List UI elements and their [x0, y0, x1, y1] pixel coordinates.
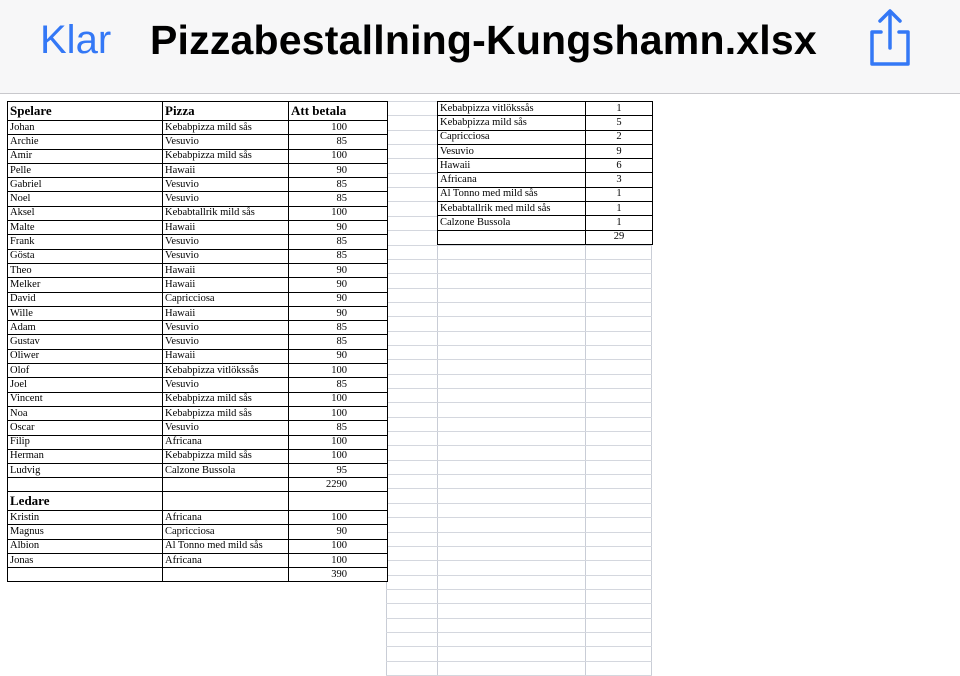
- table-row: [8, 378, 388, 392]
- price-cell[interactable]: 100: [289, 364, 388, 378]
- price-cell[interactable]: 90: [289, 349, 388, 363]
- table-row: [8, 406, 388, 420]
- player-name-cell[interactable]: Oliwer: [8, 349, 163, 363]
- pizza-type-cell[interactable]: Al Tonno med mild sås: [438, 187, 586, 201]
- count-cell[interactable]: 2: [586, 130, 653, 144]
- pizza-cell[interactable]: Kebabpizza mild sås: [163, 449, 289, 463]
- table-row: [438, 130, 653, 144]
- player-name-cell[interactable]: Oscar: [8, 421, 163, 435]
- count-cell[interactable]: 1: [586, 102, 653, 116]
- table-row: [8, 511, 388, 525]
- grid-line: [386, 474, 652, 475]
- pizza-cell[interactable]: Vesuvio: [163, 235, 289, 249]
- share-button[interactable]: [864, 8, 916, 68]
- player-name-cell[interactable]: Noel: [8, 192, 163, 206]
- leaders-table: [7, 491, 388, 582]
- pizza-type-cell[interactable]: Calzone Bussola: [438, 216, 586, 230]
- pizza-cell[interactable]: Kebabpizza mild sås: [163, 406, 289, 420]
- table-row: [8, 553, 388, 567]
- player-name-cell[interactable]: Olof: [8, 364, 163, 378]
- grid-line: [386, 316, 652, 317]
- grid-line: [386, 517, 652, 518]
- column-header-att-betala[interactable]: Att betala: [289, 102, 388, 121]
- player-name-cell[interactable]: Noa: [8, 406, 163, 420]
- grid-line: [386, 359, 652, 360]
- grid-line: [386, 273, 652, 274]
- pizza-type-cell[interactable]: Kebabpizza vitlökssås: [438, 102, 586, 116]
- price-cell[interactable]: 90: [289, 292, 388, 306]
- price-cell[interactable]: 100: [289, 449, 388, 463]
- player-name-cell[interactable]: Gustav: [8, 335, 163, 349]
- column-header-spelare[interactable]: Spelare: [8, 102, 163, 121]
- count-cell[interactable]: 9: [586, 144, 653, 158]
- pizza-cell[interactable]: Kebabtallrik mild sås: [163, 206, 289, 220]
- empty-cell[interactable]: [438, 230, 586, 244]
- price-cell[interactable]: 85: [289, 135, 388, 149]
- table-row: [438, 173, 653, 187]
- price-cell[interactable]: 100: [289, 121, 388, 135]
- player-name-cell[interactable]: Ludvig: [8, 464, 163, 478]
- grid-line: [386, 417, 652, 418]
- table-row: [8, 435, 388, 449]
- pizza-cell[interactable]: Africana: [163, 553, 289, 567]
- share-icon: [864, 8, 916, 68]
- pizza-cell[interactable]: Capricciosa: [163, 525, 289, 539]
- back-button[interactable]: Klar: [40, 18, 112, 62]
- pizza-cell[interactable]: Capricciosa: [163, 292, 289, 306]
- pizza-cell[interactable]: Calzone Bussola: [163, 464, 289, 478]
- grid-line: [386, 302, 652, 303]
- table-row: [8, 135, 388, 149]
- table-row: [8, 392, 388, 406]
- table-row: [438, 216, 653, 230]
- grid-line: [386, 632, 652, 633]
- empty-cell[interactable]: [163, 568, 289, 582]
- pizza-type-cell[interactable]: Capricciosa: [438, 130, 586, 144]
- spreadsheet-view[interactable]: [0, 94, 960, 601]
- player-name-cell[interactable]: Theo: [8, 263, 163, 277]
- count-cell[interactable]: 1: [586, 202, 653, 216]
- pizza-type-cell[interactable]: Kebabpizza mild sås: [438, 116, 586, 130]
- pizza-cell[interactable]: Kebabpizza mild sås: [163, 121, 289, 135]
- pizza-type-cell[interactable]: Kebabtallrik med mild sås: [438, 202, 586, 216]
- pizza-cell[interactable]: Vesuvio: [163, 178, 289, 192]
- table-row: [8, 149, 388, 163]
- grid-line: [386, 589, 652, 590]
- table-row: [8, 421, 388, 435]
- price-cell[interactable]: 90: [289, 525, 388, 539]
- grid-line: [386, 532, 652, 533]
- table-row: [8, 306, 388, 320]
- pizza-cell[interactable]: Africana: [163, 511, 289, 525]
- price-cell[interactable]: 85: [289, 249, 388, 263]
- grid-line: [386, 560, 652, 561]
- price-cell[interactable]: 100: [289, 511, 388, 525]
- price-cell[interactable]: 85: [289, 378, 388, 392]
- pizza-cell[interactable]: Vesuvio: [163, 135, 289, 149]
- table-row: [8, 464, 388, 478]
- price-cell[interactable]: 85: [289, 321, 388, 335]
- price-cell[interactable]: 100: [289, 206, 388, 220]
- leader-name-cell[interactable]: Kristin: [8, 511, 163, 525]
- price-cell[interactable]: 100: [289, 149, 388, 163]
- grid-line: [386, 331, 652, 332]
- price-cell[interactable]: 100: [289, 392, 388, 406]
- price-cell[interactable]: 95: [289, 464, 388, 478]
- player-name-cell[interactable]: Amir: [8, 149, 163, 163]
- player-name-cell[interactable]: Gabriel: [8, 178, 163, 192]
- pizza-cell[interactable]: Hawaii: [163, 349, 289, 363]
- price-cell[interactable]: 90: [289, 306, 388, 320]
- pizza-cell[interactable]: Hawaii: [163, 163, 289, 177]
- total-count-cell[interactable]: 29: [586, 230, 653, 244]
- player-name-cell[interactable]: Vincent: [8, 392, 163, 406]
- price-cell[interactable]: 85: [289, 235, 388, 249]
- table-row: [8, 206, 388, 220]
- price-cell[interactable]: 85: [289, 178, 388, 192]
- grid-line: [386, 460, 652, 461]
- player-name-cell[interactable]: Filip: [8, 435, 163, 449]
- leaders-header[interactable]: Ledare: [8, 492, 163, 511]
- total-row: [438, 230, 653, 244]
- table-row: [8, 349, 388, 363]
- total-cell[interactable]: 390: [289, 568, 388, 582]
- price-cell[interactable]: 90: [289, 221, 388, 235]
- grid-line: [386, 388, 652, 389]
- pizza-cell[interactable]: Vesuvio: [163, 321, 289, 335]
- table-row: [438, 159, 653, 173]
- player-name-cell[interactable]: Melker: [8, 278, 163, 292]
- pizza-cell[interactable]: Africana: [163, 435, 289, 449]
- grid-line: [386, 546, 652, 547]
- grid-line: [386, 488, 652, 489]
- table-row: [8, 235, 388, 249]
- price-cell[interactable]: 85: [289, 192, 388, 206]
- grid-line: [386, 345, 652, 346]
- player-name-cell[interactable]: Wille: [8, 306, 163, 320]
- grid-line: [386, 503, 652, 504]
- pizza-type-cell[interactable]: Africana: [438, 173, 586, 187]
- table-row: [8, 163, 388, 177]
- pizza-cell[interactable]: Vesuvio: [163, 421, 289, 435]
- table-row: [8, 525, 388, 539]
- grid-line: [386, 402, 652, 403]
- pizza-cell[interactable]: Kebabpizza vitlökssås: [163, 364, 289, 378]
- player-name-cell[interactable]: Joel: [8, 378, 163, 392]
- grid-line: [386, 259, 652, 260]
- table-row: [8, 263, 388, 277]
- leader-name-cell[interactable]: Jonas: [8, 553, 163, 567]
- price-cell[interactable]: 85: [289, 335, 388, 349]
- table-row: [8, 364, 388, 378]
- player-name-cell[interactable]: Pelle: [8, 163, 163, 177]
- table-row: [8, 449, 388, 463]
- table-row: [438, 202, 653, 216]
- leader-name-cell[interactable]: Albion: [8, 539, 163, 553]
- empty-cell[interactable]: [289, 492, 388, 511]
- header-row: [8, 102, 388, 121]
- document-title: Pizzabestallning-Kungshamn.xlsx: [150, 17, 817, 63]
- table-row: [438, 102, 653, 116]
- grid-line: [386, 431, 652, 432]
- total-row: [8, 568, 388, 582]
- grid-line: [386, 618, 652, 619]
- header-row: [8, 492, 388, 511]
- price-cell[interactable]: 85: [289, 421, 388, 435]
- count-cell[interactable]: 1: [586, 187, 653, 201]
- grid-line: [386, 646, 652, 647]
- table-row: [438, 144, 653, 158]
- navigation-bar: [0, 0, 960, 94]
- table-row: [8, 292, 388, 306]
- pizza-cell[interactable]: Al Tonno med mild sås: [163, 539, 289, 553]
- table-row: [8, 192, 388, 206]
- pizza-cell[interactable]: Hawaii: [163, 278, 289, 292]
- empty-cell[interactable]: [163, 492, 289, 511]
- price-cell[interactable]: 90: [289, 263, 388, 277]
- column-header-pizza[interactable]: Pizza: [163, 102, 289, 121]
- player-name-cell[interactable]: David: [8, 292, 163, 306]
- player-name-cell[interactable]: Aksel: [8, 206, 163, 220]
- count-cell[interactable]: 6: [586, 159, 653, 173]
- player-name-cell[interactable]: Gösta: [8, 249, 163, 263]
- table-row: [8, 321, 388, 335]
- grid-line: [386, 575, 652, 576]
- table-row: [8, 278, 388, 292]
- player-name-cell[interactable]: Archie: [8, 135, 163, 149]
- player-name-cell[interactable]: Malte: [8, 221, 163, 235]
- player-name-cell[interactable]: Johan: [8, 121, 163, 135]
- grid-line: [386, 603, 652, 604]
- pizza-cell[interactable]: Hawaii: [163, 221, 289, 235]
- pizza-cell[interactable]: Vesuvio: [163, 378, 289, 392]
- pizza-cell[interactable]: Vesuvio: [163, 192, 289, 206]
- price-cell[interactable]: 90: [289, 163, 388, 177]
- price-cell[interactable]: 100: [289, 406, 388, 420]
- pizza-type-cell[interactable]: Hawaii: [438, 159, 586, 173]
- grid-line: [386, 661, 652, 662]
- total-cell[interactable]: 2290: [289, 478, 388, 492]
- player-name-cell[interactable]: Herman: [8, 449, 163, 463]
- pizza-cell[interactable]: Kebabpizza mild sås: [163, 392, 289, 406]
- price-cell[interactable]: 100: [289, 539, 388, 553]
- pizza-cell[interactable]: Kebabpizza mild sås: [163, 149, 289, 163]
- pizza-type-cell[interactable]: Vesuvio: [438, 144, 586, 158]
- price-cell[interactable]: 100: [289, 553, 388, 567]
- table-row: [8, 121, 388, 135]
- player-name-cell[interactable]: Adam: [8, 321, 163, 335]
- players-table: [7, 101, 388, 493]
- table-row: [8, 178, 388, 192]
- table-row: [438, 187, 653, 201]
- player-name-cell[interactable]: Frank: [8, 235, 163, 249]
- pizza-cell[interactable]: Hawaii: [163, 306, 289, 320]
- count-cell[interactable]: 1: [586, 216, 653, 230]
- price-cell[interactable]: 100: [289, 435, 388, 449]
- table-row: [8, 249, 388, 263]
- table-row: [8, 221, 388, 235]
- table-row: [8, 539, 388, 553]
- table-row: [8, 335, 388, 349]
- grid-line: [386, 374, 652, 375]
- pizza-summary-table: [437, 101, 653, 245]
- empty-cell[interactable]: [8, 568, 163, 582]
- pizza-cell[interactable]: Hawaii: [163, 263, 289, 277]
- count-cell[interactable]: 3: [586, 173, 653, 187]
- table-row: [438, 116, 653, 130]
- pizza-cell[interactable]: Vesuvio: [163, 249, 289, 263]
- count-cell[interactable]: 5: [586, 116, 653, 130]
- grid-line: [386, 288, 652, 289]
- leader-name-cell[interactable]: Magnus: [8, 525, 163, 539]
- grid-line: [386, 445, 652, 446]
- price-cell[interactable]: 90: [289, 278, 388, 292]
- pizza-cell[interactable]: Vesuvio: [163, 335, 289, 349]
